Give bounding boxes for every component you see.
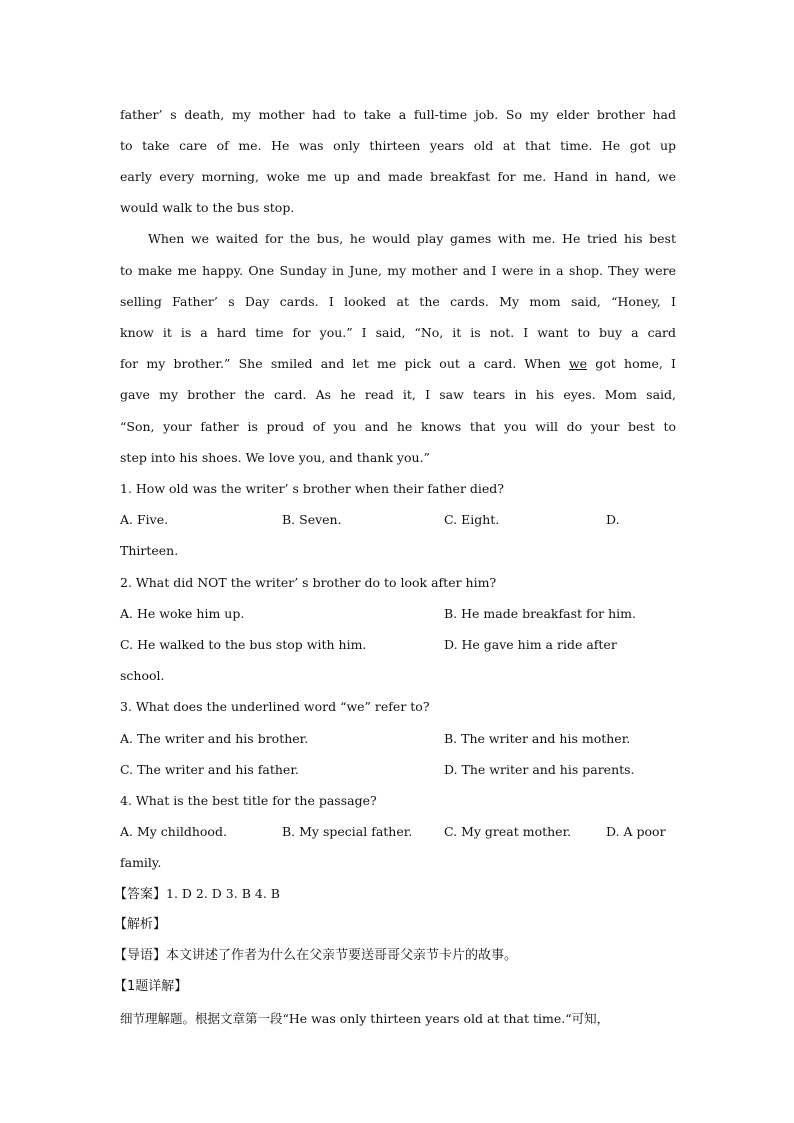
option-a: A. My childhood. bbox=[120, 824, 227, 839]
option-d: D. bbox=[606, 512, 620, 527]
q1-detail-label: 【1题详解】 bbox=[114, 979, 188, 994]
passage-text: got home, I bbox=[595, 356, 676, 371]
option-d-continued: family. bbox=[120, 855, 162, 870]
option-d: D. He gave him a ride after bbox=[444, 637, 617, 652]
answer-label: 【答案】 bbox=[114, 887, 167, 902]
option-d-continued: Thirteen. bbox=[120, 543, 179, 558]
option-c: C. The writer and his father. bbox=[120, 762, 299, 777]
passage-line: “Son, your father is proud of you and he knows that you will do your best to bbox=[120, 419, 676, 434]
passage-line: know it is a hard time for you.” I said, “No, it is not. I want to buy a card bbox=[120, 325, 676, 340]
passage-line: to take care of me. He was only thirteen years old at that time. He got up bbox=[120, 138, 676, 153]
passage-line: would walk to the bus stop. bbox=[120, 200, 295, 215]
option-d: D. The writer and his parents. bbox=[444, 762, 635, 777]
question-stem: 4. What is the best title for the passage? bbox=[120, 793, 377, 808]
option-d-continued: school. bbox=[120, 668, 165, 683]
answer-line bbox=[114, 886, 670, 903]
option-a: A. Five. bbox=[120, 512, 169, 527]
passage-text: for my brother.” She smiled and let me pick out a card. When bbox=[120, 356, 561, 371]
option-b: B. The writer and his mother. bbox=[444, 731, 631, 746]
question-stem: 2. What did NOT the writer’ s brother do to look after him? bbox=[120, 575, 497, 590]
guide-text: 本文讲述了作者为什么在父亲节要送哥哥父亲节卡片的故事。 bbox=[166, 948, 518, 963]
guide-label: 【导语】 bbox=[114, 948, 167, 963]
question-stem: 1. How old was the writer’ s brother when their father died? bbox=[120, 481, 504, 496]
passage-line: early every morning, woke me up and made breakfast for me. Hand in hand, we bbox=[120, 169, 676, 184]
passage-line bbox=[120, 356, 676, 372]
passage-line: selling Father’ s Day cards. I looked at the cards. My mom said, “Honey, I bbox=[120, 294, 676, 309]
passage-line: step into his shoes. We love you, and thank you.” bbox=[120, 450, 430, 465]
passage-line: father’ s death, my mother had to take a full-time job. So my elder brother had bbox=[120, 107, 676, 122]
q1-detail-text: 细节理解题。根据文章第一段“He was only thirteen years old at that time.“可知， bbox=[120, 1011, 610, 1026]
guide-line bbox=[114, 948, 670, 964]
underlined-word-we: we bbox=[568, 356, 588, 371]
answer-value: 1. D 2. D 3. B 4. B bbox=[166, 886, 280, 901]
passage-line: to make me happy. One Sunday in June, my mother and I were in a shop. They were bbox=[120, 263, 676, 278]
option-c: C. He walked to the bus stop with him. bbox=[120, 637, 367, 652]
passage-line: When we waited for the bus, he would play games with me. He tried his best bbox=[148, 231, 676, 246]
question-stem: 3. What does the underlined word “we” refer to? bbox=[120, 699, 430, 714]
analysis-label: 【解析】 bbox=[114, 917, 167, 932]
option-b: B. My special father. bbox=[282, 824, 413, 839]
passage-line: gave my brother the card. As he read it, I saw tears in his eyes. Mom said, bbox=[120, 387, 676, 402]
option-c: C. My great mother. bbox=[444, 824, 572, 839]
option-a: A. He woke him up. bbox=[120, 606, 245, 621]
option-b: B. He made breakfast for him. bbox=[444, 606, 636, 621]
option-d: D. A poor bbox=[606, 824, 666, 839]
option-b: B. Seven. bbox=[282, 512, 342, 527]
option-c: C. Eight. bbox=[444, 512, 500, 527]
option-a: A. The writer and his brother. bbox=[120, 731, 309, 746]
